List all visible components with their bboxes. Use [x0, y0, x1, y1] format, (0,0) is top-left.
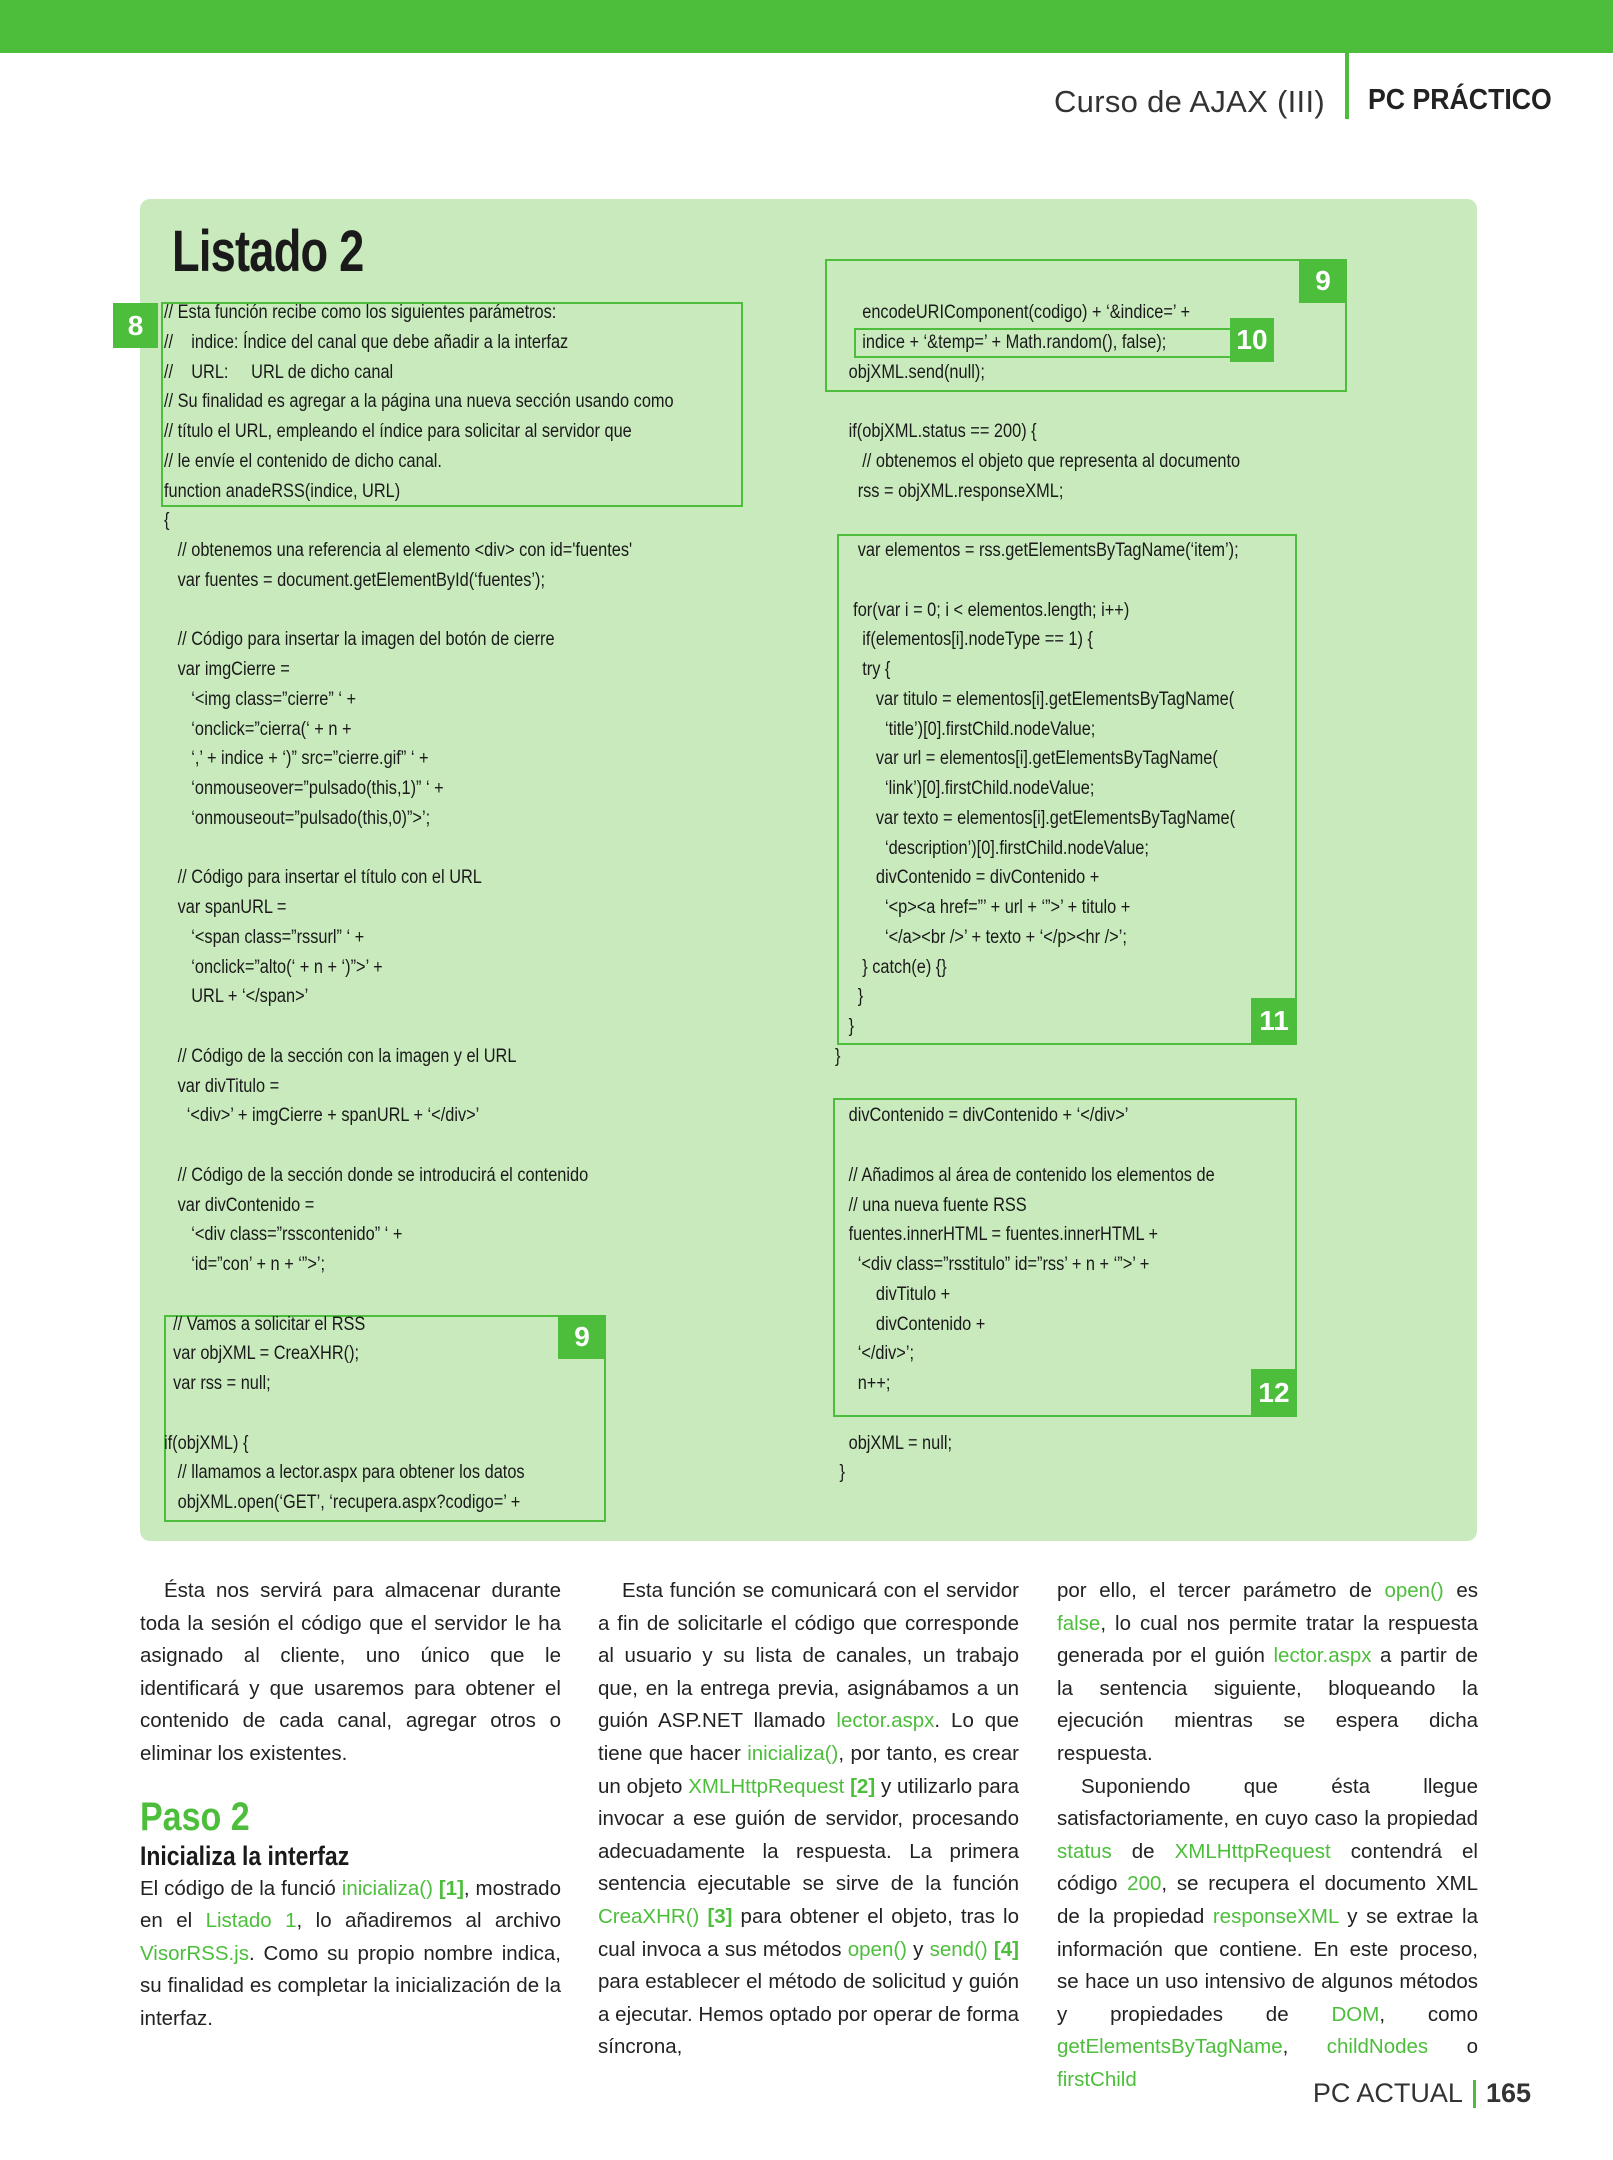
code-line: encodeURIComponent(codigo) + ‘&indice=’ +	[835, 302, 1190, 323]
text-run: , se recupera el documento XML de la propiedad	[1057, 1872, 1478, 1928]
code-line: rss = objXML.responseXML;	[835, 480, 1064, 502]
code-line: divContenido +	[835, 1313, 986, 1335]
text-run: y utilizarlo para invocar a ese guión de servidor, procesando adecuadamente la respuesta. La primera sentencia ejecutable se sirve de la función	[598, 1774, 1019, 1896]
code-line: var divContenido =	[164, 1194, 315, 1216]
code-line: for(var i = 0; i < elementos.length; i++)	[835, 599, 1130, 621]
code-line: if(objXML) {	[164, 1432, 249, 1454]
code-line: ‘title’)[0].firstChild.nodeValue;	[835, 718, 1096, 740]
code-line: ‘<div class=”rsscontenido” ‘ +	[164, 1224, 403, 1246]
code-line	[835, 566, 1240, 596]
callout-badge-11: 11	[1251, 998, 1297, 1044]
text-run: a partir de la sentencia siguiente, bloqueando la ejecución mientras se espera dicha respuesta.	[1057, 1644, 1478, 1765]
text-run: , por tanto, es crear un objeto	[598, 1741, 1019, 1798]
code-line: ‘onclick=”cierra(‘ + n +	[164, 718, 352, 740]
code-line: ‘link’)[0].firstChild.nodeValue;	[835, 778, 1095, 799]
code-line	[835, 1072, 1240, 1102]
code-line: divContenido = divContenido +	[835, 867, 1100, 889]
code-line: if(elementos[i].nodeType == 1) {	[835, 629, 1093, 651]
text-run: ,	[1282, 2035, 1327, 2059]
code-line: ‘id=”con’ + n + ‘”>’;	[164, 1254, 326, 1275]
listing-title: Listado 2	[172, 219, 364, 284]
text-run: . Lo que tiene que hacer	[598, 1709, 1020, 1765]
code-line	[164, 596, 674, 626]
highlighted-term: responseXML	[1212, 1904, 1339, 1928]
highlighted-term: XMLHttpRequest	[1174, 1839, 1331, 1863]
code-line: // Código para insertar la imagen del botón de cierre	[164, 629, 555, 651]
callout-badge-12: 12	[1251, 1369, 1297, 1417]
callout-badge-8: 8	[113, 303, 158, 348]
code-line: ‘onmouseover=”pulsado(this,1)” ‘ +	[164, 778, 444, 799]
step-subheading: Inicializa la interfaz	[140, 1840, 350, 1871]
code-line	[164, 1012, 674, 1042]
article-column-1	[140, 1575, 561, 2036]
series-title: Curso de AJAX (III)	[1053, 84, 1325, 119]
highlighted-term: [4]	[993, 1937, 1019, 1961]
code-line: objXML = null;	[835, 1432, 953, 1454]
code-line: }	[835, 986, 864, 1008]
code-line	[164, 1399, 674, 1429]
page-footer	[1313, 2078, 1531, 2109]
code-line: ‘<div>’ + imgCierre + spanURL + ‘</div>’	[164, 1105, 480, 1127]
text-run: Ésta nos servirá para almacenar durante toda la sesión el código que el servidor le ha asignado al cliente, uno único que le identificará y que usaremos para obtener el contenido de cada canal, agregar otros o eliminar los existentes.	[140, 1579, 561, 1765]
code-line: var fuentes = document.getElementById(‘fuentes’);	[164, 569, 546, 591]
code-line: // obtenemos una referencia al elemento <div> con id='fuentes'	[164, 540, 633, 561]
highlighted-term: [3]	[707, 1904, 733, 1928]
highlighted-term: send()	[929, 1937, 988, 1961]
text-run: , lo cual nos permite tratar la respuesta generada por el guión	[1057, 1611, 1478, 1668]
paragraph	[1057, 1771, 1478, 2097]
code-line: // obtenemos el objeto que representa al documento	[835, 450, 1241, 472]
text-run: , mostrado en el	[140, 1876, 561, 1933]
code-line: // Vamos a solicitar el RSS	[164, 1313, 366, 1335]
code-line	[835, 1399, 1240, 1429]
text-run: Esta función se comunicará con el servidor a fin de solicitarle el código que corresponde al usuario y su lista de canales, un trabajo que, en la entrega previa, asignábamos a un guión ASP.NET llamado	[598, 1579, 1019, 1733]
footer-divider	[1473, 2080, 1476, 2108]
code-line: var url = elementos[i].getElementsByTagName(	[835, 748, 1218, 770]
code-line: var elementos = rss.getElementsByTagName(‘item’);	[835, 540, 1239, 561]
highlighted-term: CreaXHR()	[598, 1904, 700, 1928]
code-line: try {	[835, 659, 891, 680]
code-column-right	[835, 298, 1240, 1488]
code-line: var objXML = CreaXHR();	[164, 1343, 360, 1365]
text-run: o	[1428, 2035, 1478, 2059]
callout-badge-9-left: 9	[558, 1315, 606, 1359]
code-line: indice + ‘&temp=’ + Math.random(), false);	[835, 331, 1167, 353]
code-line: divTitulo +	[835, 1283, 951, 1305]
highlighted-term: status	[1057, 1839, 1112, 1863]
code-line: } catch(e) {}	[835, 956, 947, 978]
highlighted-term: DOM	[1331, 2002, 1380, 2026]
highlighted-term: [2]	[850, 1774, 876, 1798]
code-line: // URL: URL de dicho canal	[164, 361, 394, 383]
code-line: // una nueva fuente RSS	[835, 1194, 1027, 1216]
code-line: var texto = elementos[i].getElementsByTagName(	[835, 807, 1236, 829]
section-name: PC PRÁCTICO	[1368, 84, 1552, 116]
code-line: // le envíe el contenido de dicho canal.	[164, 450, 442, 472]
text-run: El código de la funció	[140, 1876, 342, 1900]
code-line: ‘</div>’;	[835, 1343, 915, 1365]
highlighted-term: false	[1057, 1611, 1101, 1635]
code-line: }	[835, 1462, 845, 1484]
code-line	[164, 1280, 674, 1310]
code-line: var divTitulo =	[164, 1075, 280, 1097]
code-line	[164, 834, 674, 864]
text-run: , como	[1379, 2002, 1478, 2026]
text-run: por ello, el tercer parámetro de	[1057, 1579, 1385, 1602]
code-line: divContenido = divContenido + ‘</div>’	[835, 1105, 1129, 1127]
code-line: var titulo = elementos[i].getElementsByTagName(	[835, 688, 1235, 710]
code-line: ‘onclick=”alto(‘ + n + ‘)”>’ +	[164, 956, 383, 978]
code-line: var spanURL =	[164, 897, 287, 918]
code-line	[164, 1131, 674, 1161]
code-line: // Código de la sección con la imagen y el URL	[164, 1045, 517, 1067]
code-line: }	[835, 1016, 855, 1037]
code-line: fuentes.innerHTML = fuentes.innerHTML +	[835, 1224, 1159, 1246]
highlighted-term: inicializa()	[747, 1741, 839, 1765]
highlighted-term: open()	[1384, 1579, 1444, 1602]
paragraph	[1057, 1575, 1478, 1771]
code-line: // título el URL, empleando el índice para solicitar al servidor que	[164, 421, 632, 442]
code-line: ‘onmouseout=”pulsado(this,0)”>’;	[164, 807, 431, 829]
article-column-2	[598, 1575, 1019, 2064]
step-heading: Paso 2	[140, 1794, 250, 1839]
code-line: // llamamos a lector.aspx para obtener los datos	[164, 1462, 525, 1484]
code-line	[835, 506, 1240, 536]
code-line: var imgCierre =	[164, 659, 290, 680]
code-line: // Código para insertar el título con el URL	[164, 867, 482, 889]
code-line: // Añadimos al área de contenido los elementos de	[835, 1164, 1215, 1186]
highlighted-term: childNodes	[1326, 2035, 1429, 2059]
text-run: . Como su propio nombre indica, su finalidad es completar la inicialización de la interfaz.	[140, 1941, 561, 2030]
code-line: objXML.open(‘GET’, ‘recupera.aspx?codigo=’ +	[164, 1492, 521, 1513]
top-color-bar	[0, 0, 1613, 53]
highlighted-term: [1]	[438, 1876, 464, 1900]
highlighted-term: getElementsByTagName	[1057, 2035, 1283, 2059]
highlighted-term: inicializa()	[341, 1876, 433, 1900]
code-line: function anadeRSS(indice, URL)	[164, 480, 401, 502]
magazine-name: PC ACTUAL	[1312, 2078, 1463, 2108]
text-run: para obtener el objeto, tras lo cual invoca a sus métodos	[598, 1904, 1019, 1961]
callout-badge-10: 10	[1230, 318, 1274, 362]
code-line: // Código de la sección donde se introducirá el contenido	[164, 1164, 589, 1186]
page-number: 165	[1485, 2078, 1531, 2108]
code-line: {	[164, 510, 170, 532]
code-line: // Esta función recibe como los siguientes parámetros:	[164, 302, 557, 323]
code-line: var rss = null;	[164, 1373, 271, 1394]
code-line: }	[835, 1045, 841, 1067]
code-line: objXML.send(null);	[835, 361, 985, 383]
code-line: n++;	[835, 1373, 891, 1394]
highlighted-term: open()	[847, 1937, 907, 1961]
code-line: ‘,’ + indice + ‘)” src=”cierre.gif” ‘ +	[164, 748, 429, 770]
text-run: , lo añadiremos al archivo	[296, 1909, 562, 1933]
highlighted-term: firstChild	[1057, 2067, 1137, 2091]
code-line: ‘description’)[0].firstChild.nodeValue;	[835, 837, 1149, 859]
code-line: // Su finalidad es agregar a la página una nueva sección usando como	[164, 391, 674, 413]
text-run: Suponiendo que ésta llegue satisfactoriamente, en cuyo caso la propiedad	[1057, 1774, 1478, 1831]
code-line: URL + ‘</span>’	[164, 986, 309, 1008]
highlighted-term: lector.aspx	[1273, 1644, 1372, 1668]
paragraph	[140, 1873, 561, 2036]
highlighted-term: XMLHttpRequest	[688, 1774, 845, 1798]
text-run: para establecer el método de solicitud y guión a ejecutar. Hemos optado por operar de forma síncrona,	[598, 1970, 1019, 2059]
code-line: ‘</a><br />’ + texto + ‘</p><hr />’;	[835, 926, 1127, 948]
highlighted-term: Listado 1	[205, 1909, 297, 1933]
highlighted-term: 200	[1127, 1872, 1162, 1896]
code-line	[835, 387, 1240, 417]
code-column-left	[164, 298, 674, 1518]
text-run: contendrá el código	[1057, 1839, 1478, 1896]
code-line: ‘<span class=”rssurl” ‘ +	[164, 926, 365, 948]
highlighted-term: VisorRSS.js	[140, 1941, 249, 1965]
callout-badge-9-right: 9	[1299, 259, 1347, 303]
highlighted-term: lector.aspx	[836, 1709, 935, 1733]
paragraph	[598, 1575, 1019, 2064]
article-column-3	[1057, 1575, 1478, 2097]
code-line: // indice: Índice del canal que debe añadir a la interfaz	[164, 331, 569, 353]
header-divider	[1345, 53, 1349, 119]
code-line: ‘<p><a href=”’ + url + ‘”>’ + titulo +	[835, 897, 1131, 918]
code-line: ‘<div class=”rsstitulo” id=”rss’ + n + ‘”>’ +	[835, 1254, 1150, 1275]
paragraph	[140, 1575, 561, 1771]
code-line: if(objXML.status == 200) {	[835, 421, 1037, 442]
code-line	[835, 1131, 1240, 1161]
text-run: y se extrae la información que contiene. En este proceso, se hace un uso intensivo de algunos métodos y propiedades de	[1057, 1904, 1478, 2026]
text-run: y	[907, 1937, 930, 1961]
code-line: ‘<img class=”cierre” ‘ +	[164, 688, 357, 710]
text-run: de	[1111, 1839, 1175, 1863]
text-run: es	[1443, 1579, 1478, 1602]
